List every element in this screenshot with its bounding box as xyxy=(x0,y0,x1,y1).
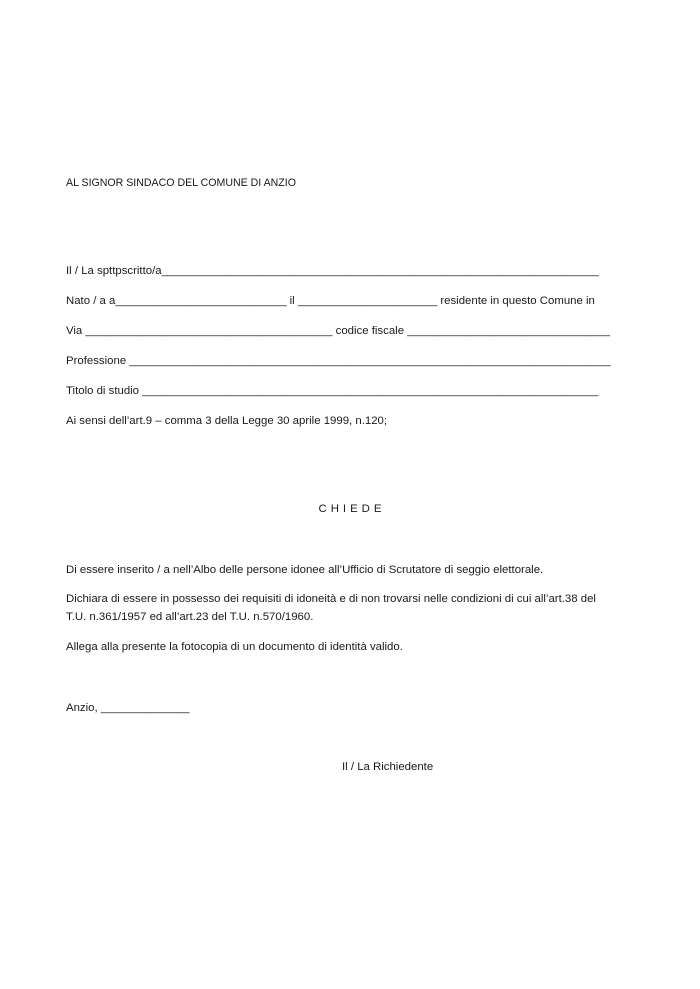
legal-reference-line: Ai sensi dell’art.9 – comma 3 della Legge 30 aprile 1999, n.120; xyxy=(66,415,388,427)
profession-line: Professione ____________________________________________________________________________ xyxy=(66,355,611,367)
signature-label: Il / La Richiedente xyxy=(342,761,434,773)
place-date-line: Anzio, ______________ xyxy=(66,702,190,714)
addressee-heading: AL SIGNOR SINDACO DEL COMUNE DI ANZIO xyxy=(66,177,296,189)
declaration-paragraph-line-2: T.U. n.361/1957 ed all’art.23 del T.U. n.570/1960. xyxy=(66,611,314,623)
request-paragraph: Di essere inserito / a nell’Albo delle persone idonee all’Ufficio di Scrutatore di seggio elettorale. xyxy=(66,564,544,576)
name-line: Il / La spttpscritto/a_____________________________________________________________________ xyxy=(66,265,599,277)
education-line: Titolo di studio ________________________________________________________________________ xyxy=(66,385,599,397)
declaration-paragraph-line-1: Dichiara di essere in possesso dei requisiti di idoneità e di non trovarsi nelle condizioni di cui all’art.38 del xyxy=(66,593,596,605)
birth-residence-line: Nato / a a___________________________ il ______________________ residente in questo Comune in xyxy=(66,295,595,307)
request-heading: CHIEDE xyxy=(318,503,386,515)
attachment-paragraph: Allega alla presente la fotocopia di un documento di identità valido. xyxy=(66,641,403,653)
street-fiscal-code-line: Via _______________________________________ codice fiscale ________________________________ xyxy=(66,325,610,337)
